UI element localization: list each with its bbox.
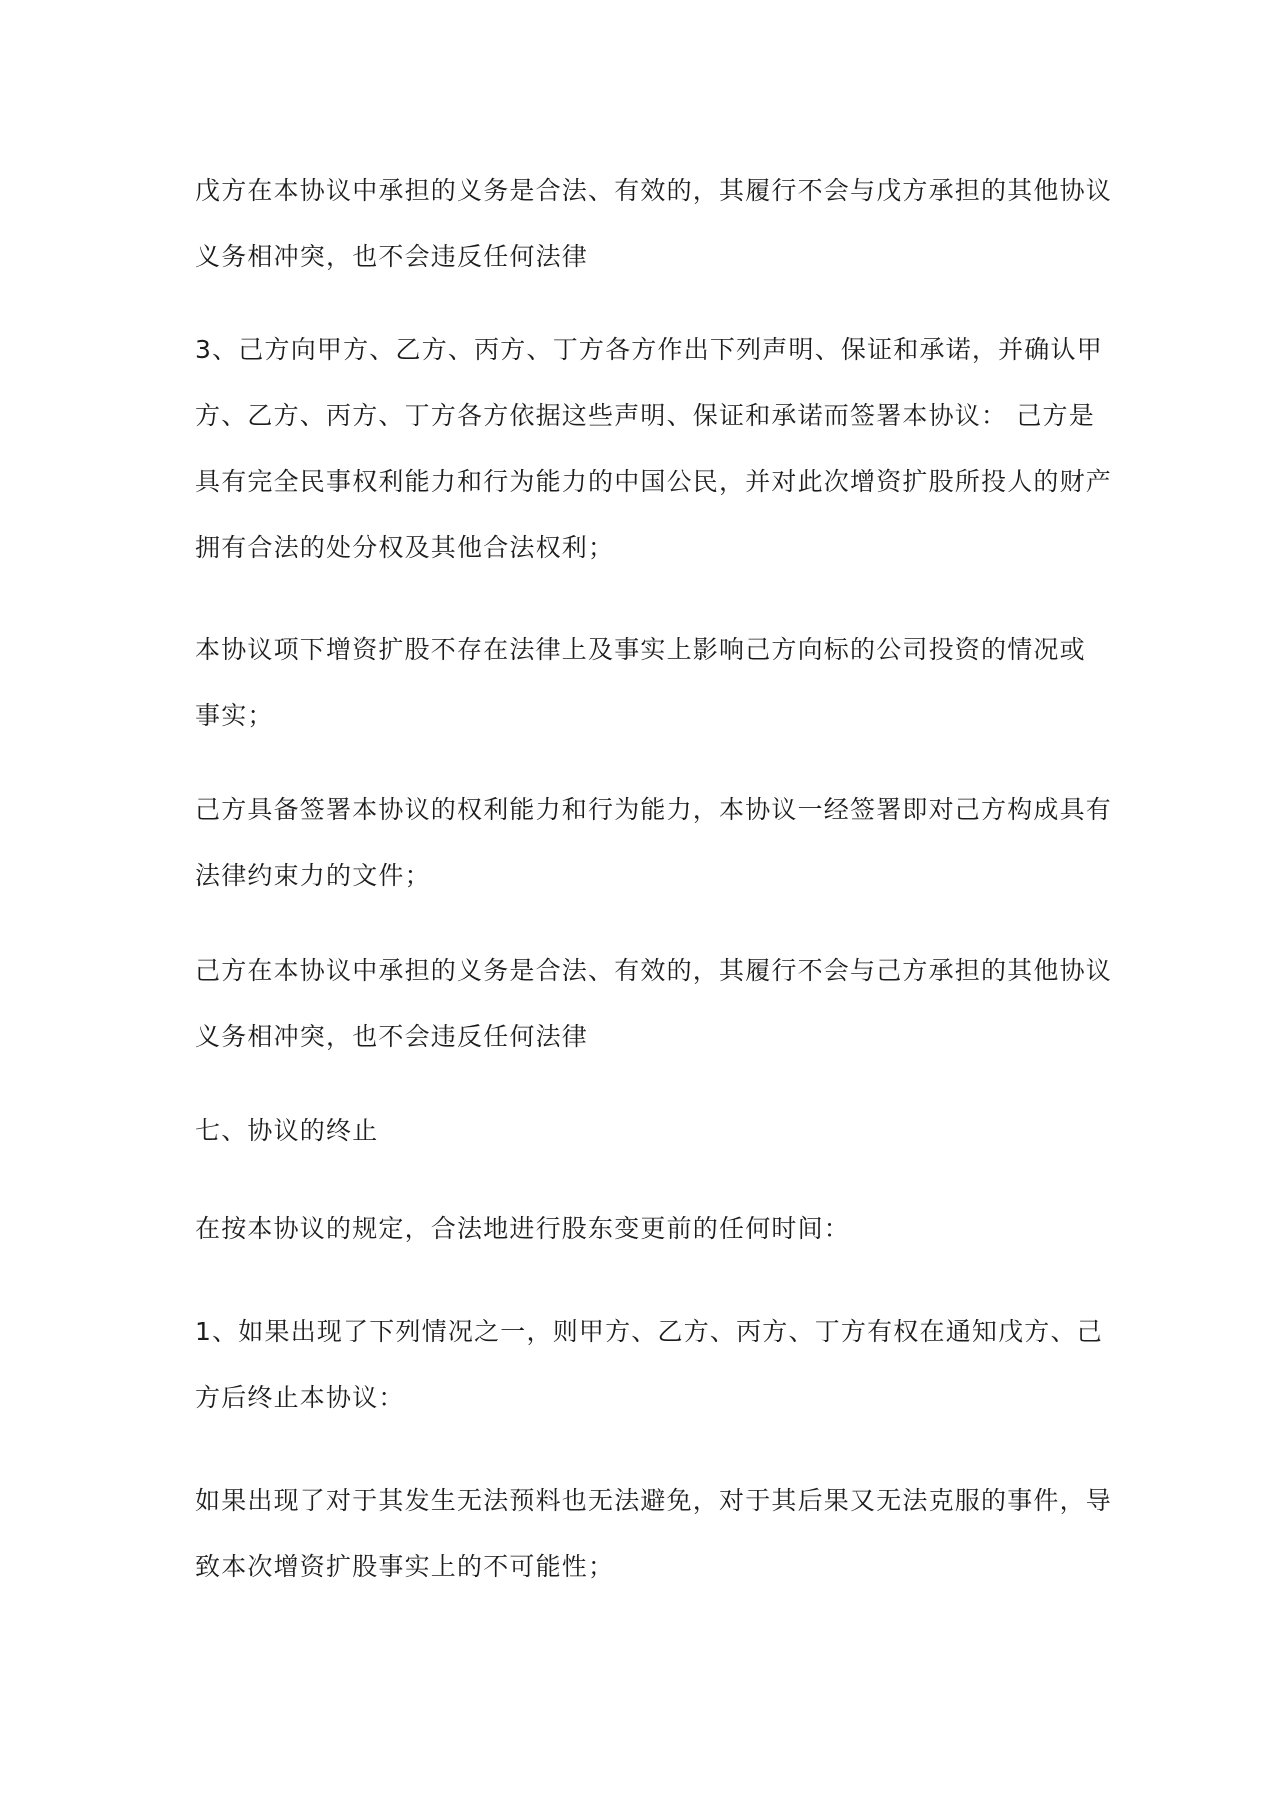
paragraph-4-line-1: 己方具备签署本协议的权利能力和行为能力，本协议一经签署即对己方构成具有 xyxy=(195,795,1113,824)
paragraph-1-line-1: 戊方在本协议中承担的义务是合法、有效的，其履行不会与戊方承担的其他协议 xyxy=(195,176,1113,205)
paragraph-2-line-4: 拥有合法的处分权及其他合法权利； xyxy=(195,533,615,562)
paragraph-2-line-1: 3、己方向甲方、乙方、丙方、丁方各方作出下列声明、保证和承诺，并确认甲 xyxy=(195,335,1103,364)
paragraph-7-line-1: 1、如果出现了下列情况之一，则甲方、乙方、丙方、丁方有权在通知戊方、己 xyxy=(195,1317,1103,1346)
paragraph-8-line-2: 致本次增资扩股事实上的不可能性； xyxy=(195,1552,615,1581)
paragraph-5-line-2: 义务相冲突，也不会违反任何法律 xyxy=(195,1022,589,1051)
paragraph-3-line-2: 事实； xyxy=(195,701,274,730)
section-heading-termination: 七、协议的终止 xyxy=(195,1116,379,1145)
paragraph-2-line-3: 具有完全民事权利能力和行为能力的中国公民，并对此次增资扩股所投人的财产 xyxy=(195,467,1113,496)
paragraph-7-line-2: 方后终止本协议： xyxy=(195,1383,405,1412)
paragraph-5-line-1: 己方在本协议中承担的义务是合法、有效的，其履行不会与己方承担的其他协议 xyxy=(195,956,1113,985)
paragraph-6-line-1: 在按本协议的规定，合法地进行股东变更前的任何时间： xyxy=(195,1214,851,1243)
paragraph-1-line-2: 义务相冲突，也不会违反任何法律 xyxy=(195,242,589,271)
paragraph-2-line-2: 方、乙方、丙方、丁方各方依据这些声明、保证和承诺而签署本协议： 己方是 xyxy=(195,401,1095,430)
paragraph-4-line-2: 法律约束力的文件； xyxy=(195,861,431,890)
paragraph-3-line-1: 本协议项下增资扩股不存在法律上及事实上影响己方向标的公司投资的情况或 xyxy=(195,635,1086,664)
paragraph-8-line-1: 如果出现了对于其发生无法预料也无法避免，对于其后果又无法克服的事件，导 xyxy=(195,1486,1113,1515)
